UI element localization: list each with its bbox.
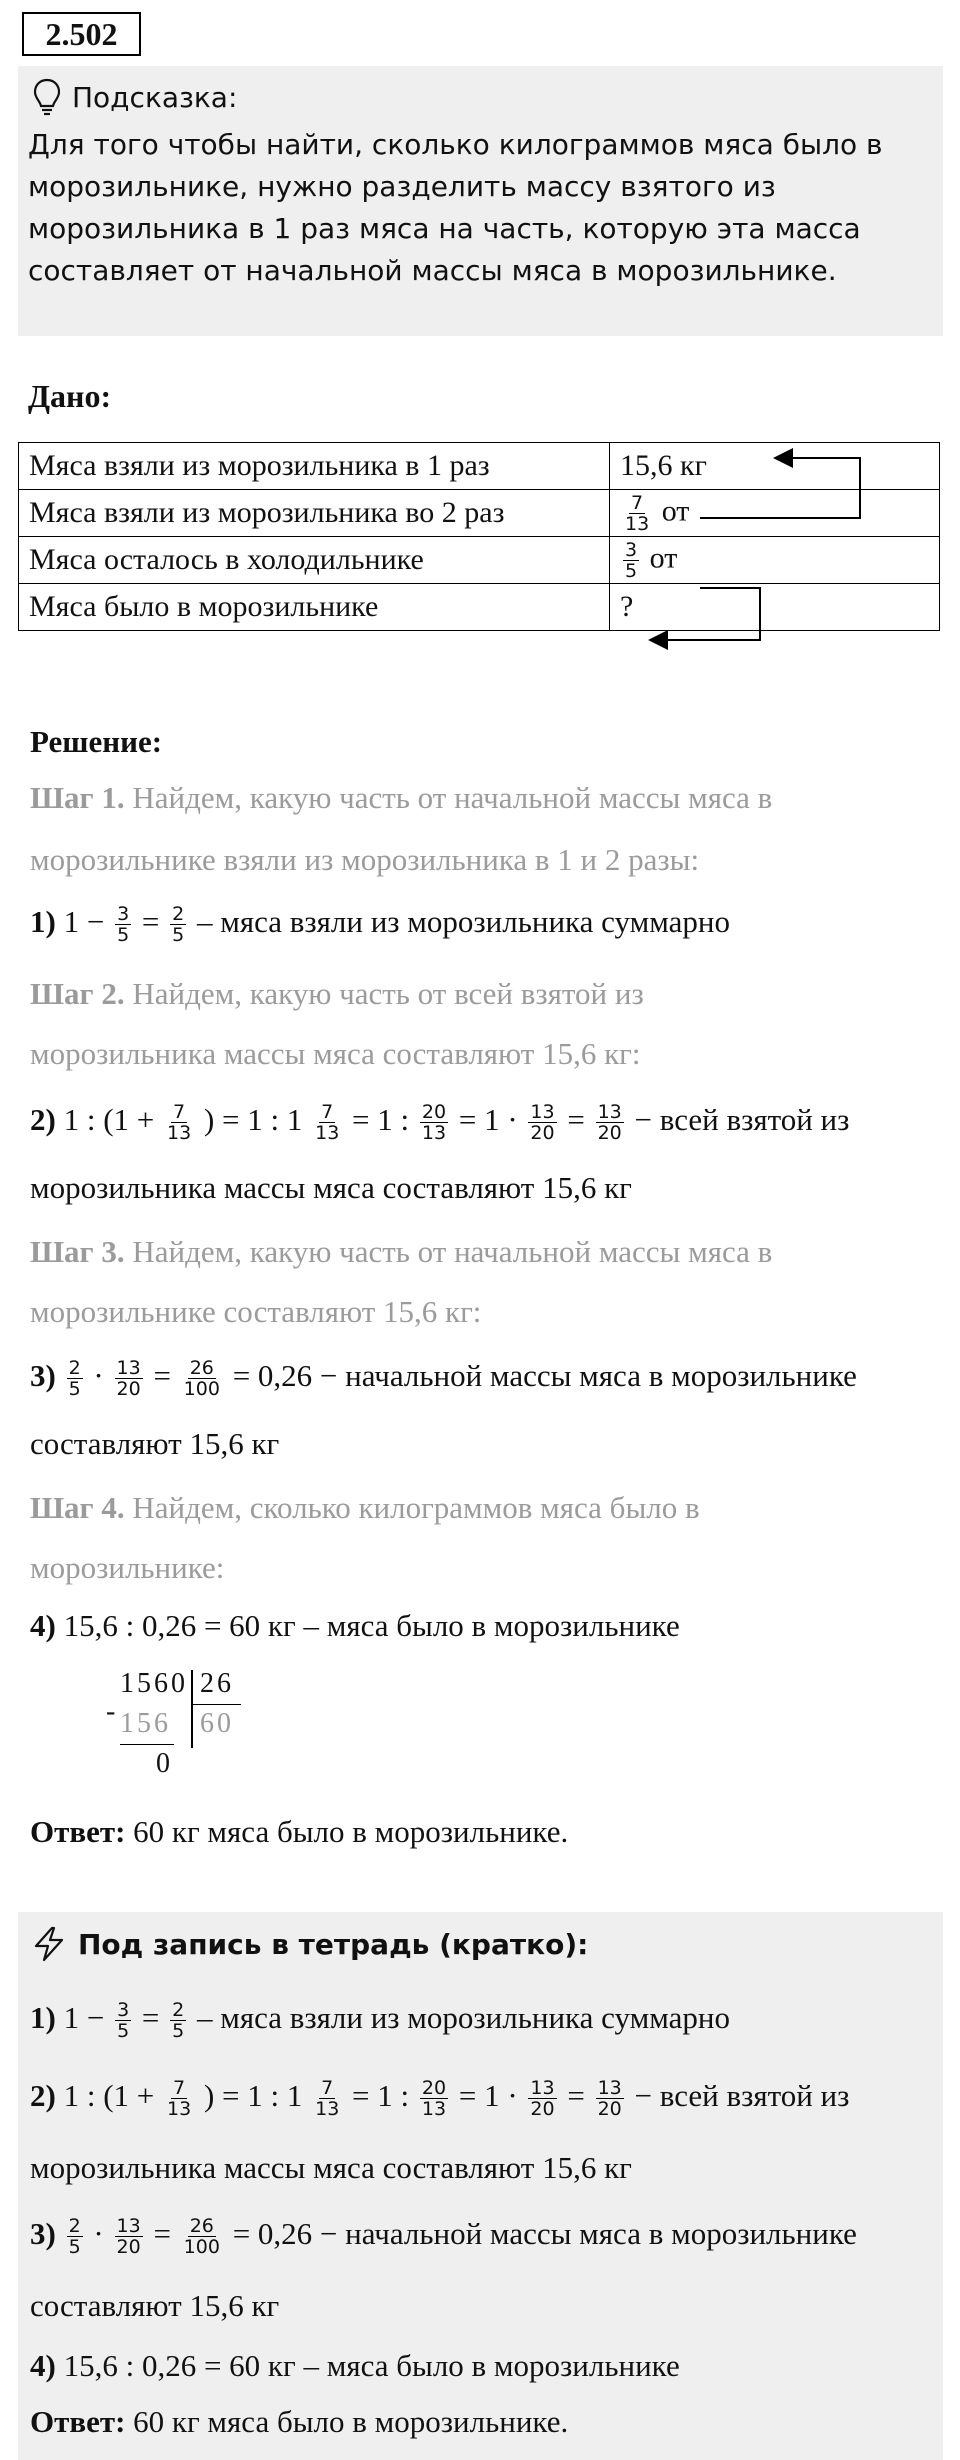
equation-3-line2: составляют 15,6 кг [30,1426,280,1461]
solution-label: Решение: [30,724,163,759]
equation-4: 4) 15,6 : 0,26 = 60 кг – мяса было в морозильнике [30,1608,680,1643]
step2-line1: Шаг 2. Найдем, какую часть от всей взятой из [30,976,644,1011]
note-equation-2-line2: морозильника массы мяса составляют 15,6 кг [30,2150,632,2185]
step4-line1: Шаг 4. Найдем, сколько килограммов мяса было в [30,1490,700,1525]
table-row: Мяса взяли из морозильника во 2 раз $\frac{7}{13}$ от [19,490,940,537]
long-division: - 1560 156 0 26 60 [100,1668,260,1788]
equation-1: 1) 1 − $\frac{3}{5}$ = $\frac{2}{5}$ – мяса взяли из морозильника суммарно [30,903,730,947]
lightning-icon [32,1926,66,1962]
note-equation-4: 4) 15,6 : 0,26 = 60 кг – мяса было в морозильнике [30,2348,680,2383]
hint-text: Для того чтобы найти, сколько килограммов мяса было в морозильнике, нужно разделить массу взятого из морозильника в 1 раз мяса на часть, которую эта масса составляет от начальной массы мяса в морозильнике. [28,128,883,287]
equation-3: 3) $\frac{2}{5}$ · $\frac{13}{20}$ = $\frac{26}{100}$ = 0,26 − начальной массы мяса в морозильнике [30,1357,857,1401]
step3-line1: Шаг 3. Найдем, какую часть от начальной массы мяса в [30,1234,773,1269]
given-table [18,442,940,631]
step3-line2: морозильнике составляют 15,6 кг: [30,1294,482,1329]
task-number: 2.502 [22,12,141,56]
step4-line2: морозильнике: [30,1550,225,1585]
note-equation-3-line2: составляют 15,6 кг [30,2288,280,2323]
note-equation-2: 2) 1 : (1 + $\frac{7}{13}$ ) = 1 : 1 $\frac{7}{13}$ = 1 : $\frac{20}{13}$ = 1 · $\frac{13}{20}$ = $\frac{13}{20}$ − всей взятой из [30,2077,850,2121]
step2-line2: морозильника массы мяса составляют 15,6 кг: [30,1036,641,1071]
table-row: Мяса взяли из морозильника в 1 раз 15,6 кг [19,443,940,490]
notebook-title: Под запись в тетрадь (кратко): [32,1926,588,1962]
note-answer: Ответ: 60 кг мяса было в морозильнике. [30,2404,569,2439]
hint-box [18,66,943,336]
equation-2: 2) 1 : (1 + $\frac{7}{13}$ ) = 1 : 1 $\frac{7}{13}$ = 1 : $\frac{20}{13}$ = 1 · $\frac{13}{20}$ = $\frac{13}{20}$ − всей взятой из [30,1101,850,1145]
table-row: Мяса осталось в холодильнике $\frac{3}{5}$ от [19,537,940,584]
fraction: $\frac{7}{13}$ [625,491,650,535]
note-equation-3: 3) $\frac{2}{5}$ · $\frac{13}{20}$ = $\frac{26}{100}$ = 0,26 − начальной массы мяса в морозильнике [30,2215,857,2259]
lightbulb-icon [32,78,62,116]
step1-line1: Шаг 1. Найдем, какую часть от начальной массы мяса в [30,780,773,815]
note-equation-1: 1) 1 − $\frac{3}{5}$ = $\frac{2}{5}$ – мяса взяли из морозильника суммарно [30,1999,730,2043]
given-label: Дано: [28,378,112,414]
hint-title: Подсказка: [32,78,237,116]
table-row: Мяса было в морозильнике ? [19,584,940,631]
fraction: $\frac{3}{5}$ [625,538,638,582]
step1-line2: морозильнике взяли из морозильника в 1 и 2 разы: [30,842,700,877]
answer: Ответ: 60 кг мяса было в морозильнике. [30,1814,569,1849]
equation-2-line2: морозильника массы мяса составляют 15,6 кг [30,1170,632,1205]
